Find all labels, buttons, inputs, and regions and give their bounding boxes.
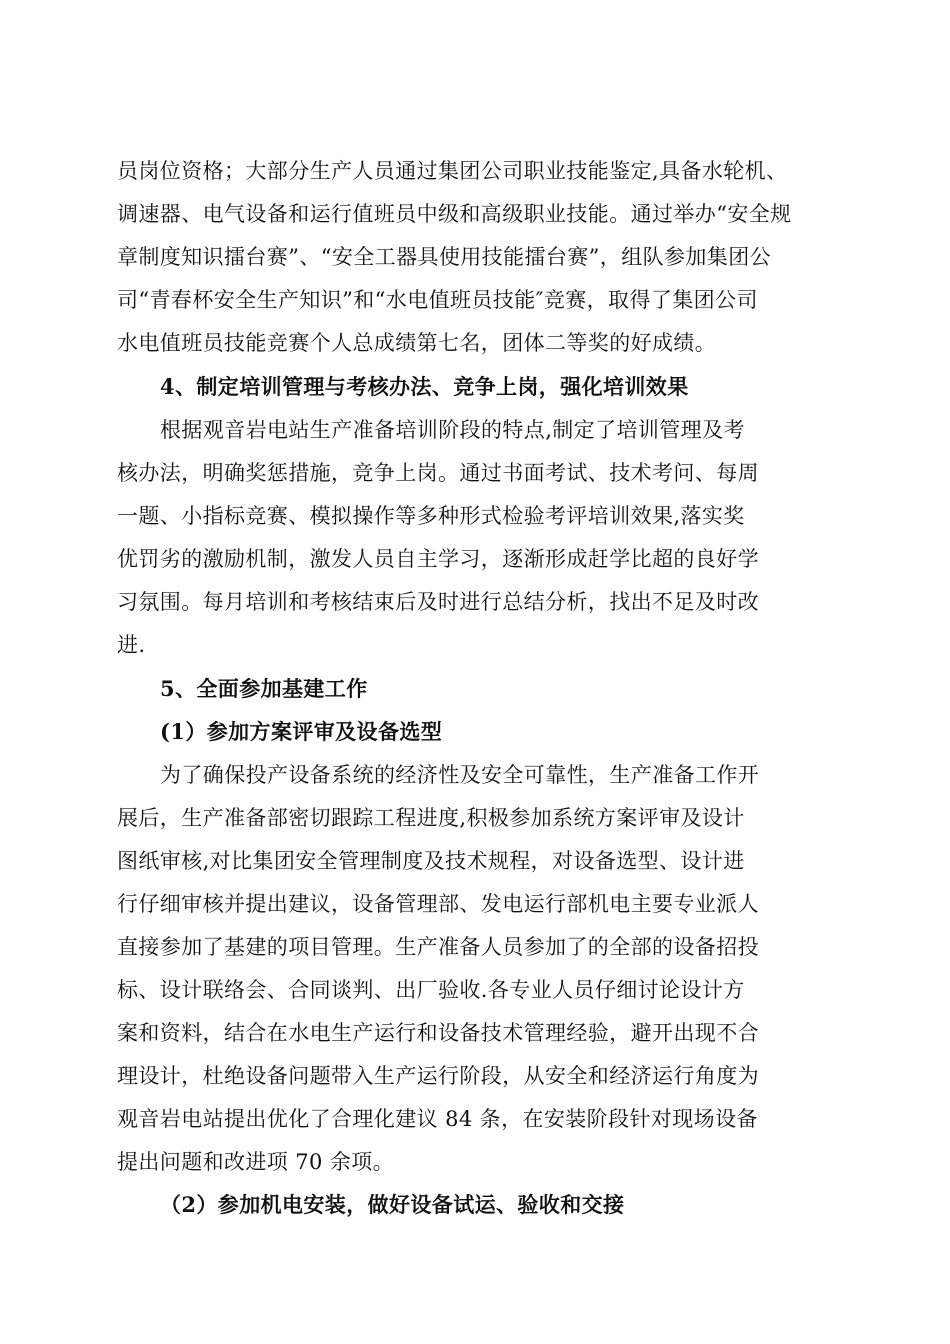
section-heading: 5、全面参加基建工作 bbox=[160, 676, 368, 701]
paragraph-line: 调速器、电气设备和运行值班员中级和高级职业技能。通过举办“安全规 bbox=[117, 202, 792, 226]
paragraph-line: 观音岩电站提出优化了合理化建议 84 条，在安装阶段针对现场设备 bbox=[117, 1107, 758, 1131]
paragraph-line: 一题、小指标竞赛、模拟操作等多种形式检验考评培训效果,落实奖 bbox=[117, 504, 745, 528]
paragraph-line: 核办法，明确奖惩措施，竞争上岗。通过书面考试、技术考问、每周 bbox=[117, 461, 759, 485]
paragraph-line: 行仔细审核并提出建议，设备管理部、发电运行部机电主要专业派人 bbox=[117, 892, 759, 916]
paragraph-line: 根据观音岩电站生产准备培训阶段的特点,制定了培训管理及考 bbox=[160, 418, 745, 442]
subsection-heading: （2）参加机电安装，做好设备试运、验收和交接 bbox=[160, 1192, 625, 1217]
paragraph-line: 提出问题和改进项 70 余项。 bbox=[117, 1150, 395, 1174]
subsection-heading: (1）参加方案评审及设备选型 bbox=[160, 719, 443, 744]
paragraph-line: 理设计，杜绝设备问题带入生产运行阶段，从安全和经济运行角度为 bbox=[117, 1064, 759, 1088]
paragraph-line: 为了确保投产设备系统的经济性及安全可靠性，生产准备工作开 bbox=[160, 763, 760, 787]
paragraph-line: 进. bbox=[117, 633, 146, 657]
paragraph-line: 优罚劣的激励机制，激发人员自主学习，逐渐形成赶学比超的良好学 bbox=[117, 547, 759, 571]
paragraph-line: 展后，生产准备部密切跟踪工程进度,积极参加系统方案评审及设计 bbox=[117, 806, 745, 830]
paragraph-line: 章制度知识擂台赛”、“安全工器具使用技能擂台赛”，组队参加集团公 bbox=[117, 245, 772, 269]
paragraph-line: 标、设计联络会、合同谈判、出厂验收.各专业人员仔细讨论设计方 bbox=[117, 978, 745, 1002]
paragraph-line: 员岗位资格；大部分生产人员通过集团公司职业技能鉴定,具备水轮机、 bbox=[117, 159, 788, 183]
section-heading: 4、制定培训管理与考核办法、竞争上岗，强化培训效果 bbox=[160, 374, 689, 399]
paragraph-line: 图纸审核,对比集团安全管理制度及技术规程，对设备选型、设计进 bbox=[117, 849, 745, 873]
paragraph-line: 案和资料，结合在水电生产运行和设备技术管理经验，避开出现不合 bbox=[117, 1021, 759, 1045]
paragraph-line: 直接参加了基建的项目管理。生产准备人员参加了的全部的设备招投 bbox=[117, 935, 759, 959]
paragraph-line: 司“青春杯安全生产知识”和“水电值班员技能″竞赛，取得了集团公司 bbox=[117, 288, 758, 312]
paragraph-line: 习氛围。每月培训和考核结束后及时进行总结分析，找出不足及时改 bbox=[117, 590, 759, 614]
paragraph-line: 水电值班员技能竞赛个人总成绩第七名，团体二等奖的好成绩。 bbox=[117, 331, 717, 355]
